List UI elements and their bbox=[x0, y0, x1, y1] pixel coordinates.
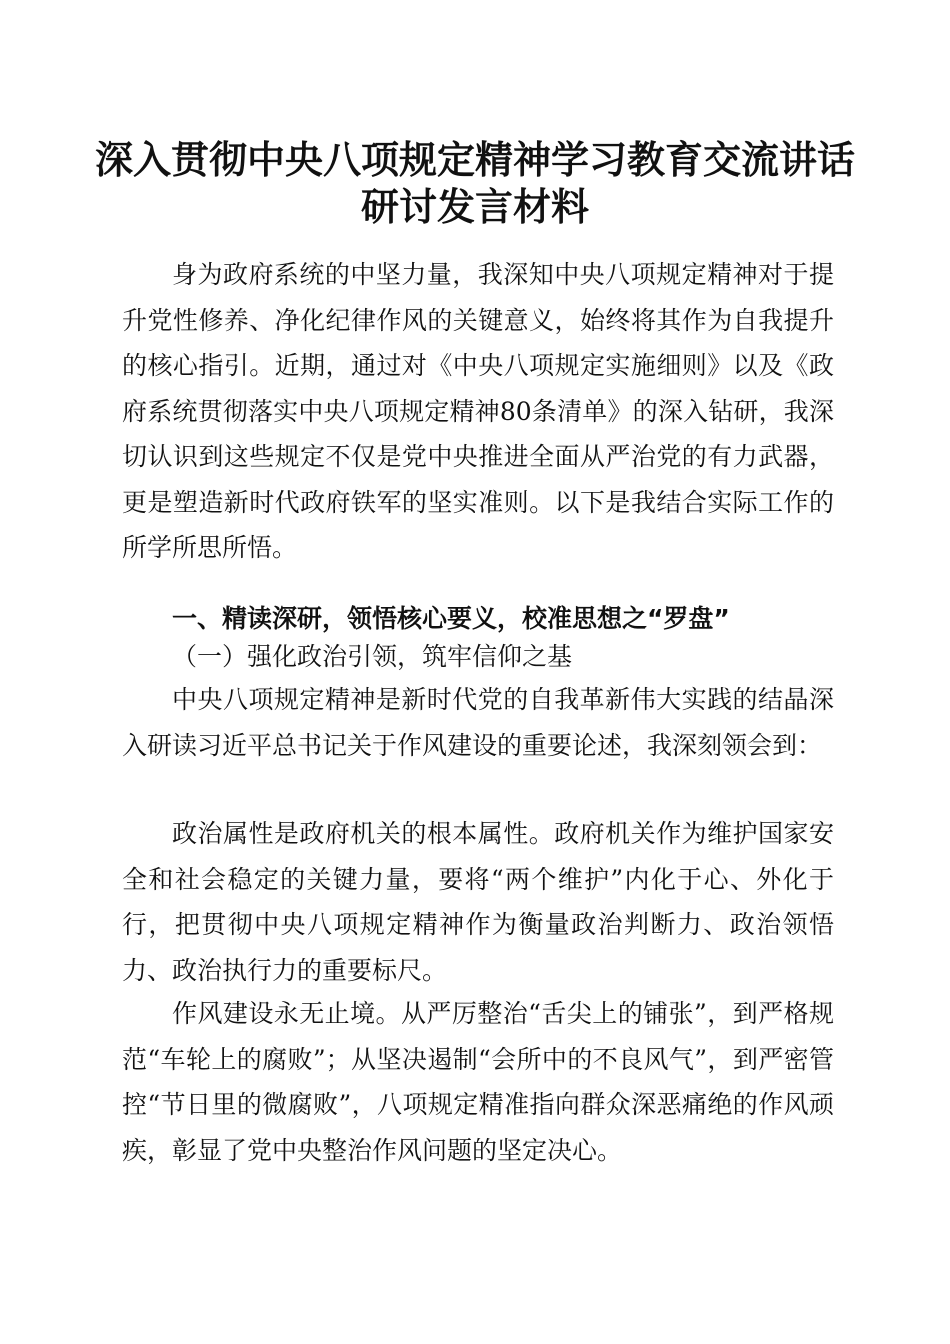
document-title-line-1: 深入贯彻中央八项规定精神学习教育交流讲话 bbox=[94, 138, 855, 182]
document-title-line-2: 研讨发言材料 bbox=[360, 185, 589, 229]
intro-paragraph: 身为政府系统的中坚力量，我深知中央八项规定精神对于提升党性修养、净化纪律作风的关键意义，始终将其作为自我提升的核心指引。近期，通过对《中央八项规定实施细则》以及《政府系统贯彻落实中央八项规定精神80条清单》的深入钻研，我深切认识到这些规定不仅是党中央推进全面从严治党的有力武器，更是塑造新时代政府铁军的坚实准则。以下是我结合实际工作的所学所思所悟。 bbox=[122, 260, 834, 562]
body-paragraph-2: 政治属性是政府机关的根本属性。政府机关作为维护国家安全和社会稳定的关键力量，要将“两个维护”内化于心、外化于行，把贯彻中央八项规定精神作为衡量政治判断力、政治领悟力、政治执行力的重要标尺。 bbox=[122, 819, 834, 985]
section-heading-1: 一、精读深研，领悟核心要义，校准思想之“罗盘” bbox=[172, 604, 730, 633]
body-paragraph-1: 中央八项规定精神是新时代党的自我革新伟大实践的结晶深入研读习近平总书记关于作风建设的重要论述，我深刻领会到： bbox=[122, 685, 834, 760]
subsection-heading-1: （一）强化政治引领，筑牢信仰之基 bbox=[172, 642, 573, 671]
body-paragraph-3: 作风建设永无止境。从严厉整治“舌尖上的铺张”，到严格规范“车轮上的腐败”；从坚决遏制“会所中的不良风气”，到严密管控“节日里的微腐败”，八项规定精准指向群众深恶痛绝的作风顽疾，彰显了党中央整治作风问题的坚定决心。 bbox=[122, 999, 834, 1165]
